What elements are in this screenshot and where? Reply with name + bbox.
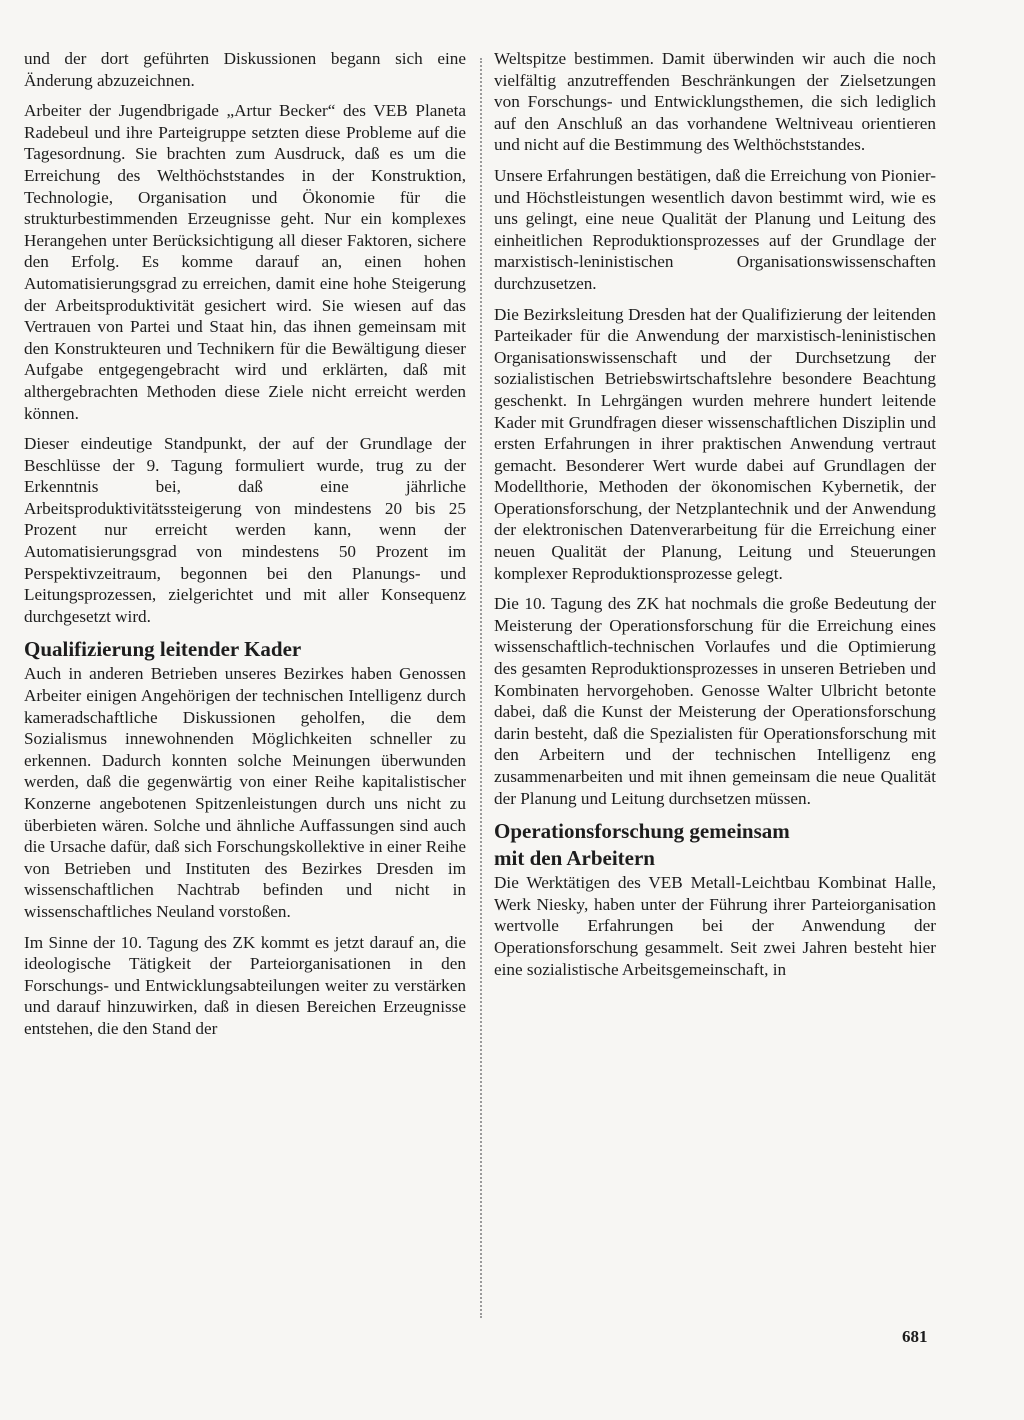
left-column [24, 48, 466, 1049]
left-paragraph-3: Dieser eindeutige Standpunkt, der auf der Grundlage der Beschlüsse der 9. Tagung formuliert wurde, trug zu der Erkenntnis bei, daß eine jährliche Arbeitsproduktivitätssteigerung von mindestens 20 bis 25 Prozent nur erreicht werden kann, wenn der Automatisierungsgrad von mindestens 50 Prozent im Perspektivzeitraum, begonnen bei den Planungs- und Leitungsprozessen, zielgerichtet und mit aller Konsequenz durchgesetzt wird. [24, 434, 466, 626]
right-paragraph-3: Die Bezirksleitung Dresden hat der Qualifizierung der leitenden Parteikader für die Anwendung der marxistisch-leninistischen Organisationswissenschaft und der Durchsetzung der sozialistischen Betriebswirtschaftslehre besondere Beachtung geschenkt. In Lehrgängen wurden mehrere hundert leitende Kader mit Grundfragen dieser wissenschaftlichen Disziplin und ersten Erfahrungen in ihrer praktischen Anwendung vertraut gemacht. Besonderer Wert wurde dabei auf Grundlagen der Modellthorie, Methoden der ökonomischen Kybernetik, der Operationsforschung, der Netzplantechnik und der Anwendung der elektronischen Datenverarbeitung für die Erreichung einer neuen Qualität der Planung, Leitung und Steuerungen komplexer Reproduktionsprozesse gelegt. [494, 304, 936, 583]
section-heading-operationsforschung [494, 818, 936, 872]
column-divider [480, 58, 482, 1318]
left-paragraph-1: und der dort geführten Diskussionen begann sich eine Änderung abzuzeichnen. [24, 49, 466, 90]
right-paragraph-1: Weltspitze bestimmen. Damit überwinden wir auch die noch vielfältig anzutreffenden Beschränkungen der Zielsetzungen von Forschungs- und Entwicklungsthemen, die sich lediglich auf den Anschluß an das vorhandene Weltniveau orientieren und nicht auf die Bestimmung des Welthöchststandes. [494, 49, 936, 155]
left-paragraph-4: Auch in anderen Betrieben unseres Bezirkes haben Genossen Arbeiter einigen Angehörigen der technischen Intelligenz durch kameradschaftliche Diskussionen geholfen, die dem Sozialismus innewohnenden Möglichkeiten schneller zu erkennen. Dadurch konnten solche Meinungen überwunden werden, daß die gegenwärtig von einer Reihe kapitalistischer Konzerne angebotenen Spitzenleistungen durch uns nicht zu überbieten wären. Solche und ähnliche Auffassungen sind auch die Ursache dafür, daß sich Forschungskollektive in einer Reihe von Betrieben und Instituten des Bezirkes Dresden im wissenschaftlichen Nachtrab befinden und nicht in wissenschaftliches Neuland vorstoßen. [24, 664, 466, 921]
right-paragraph-5: Die Werktätigen des VEB Metall-Leichtbau Kombinat Halle, Werk Niesky, haben unter der Führung ihrer Parteiorganisation wertvolle Erfahrungen bei der Anwendung der Operationsforschung gesammelt. Seit zwei Jahren besteht hier eine sozialistische Arbeitsgemeinschaft, in [494, 873, 936, 979]
right-paragraph-4: Die 10. Tagung des ZK hat nochmals die große Bedeutung der Meisterung der Operationsforschung für die Erreichung eines wissenschaftlich-technischen Vorlaufes und die Optimierung des gesamten Reproduktionsprozesses in unseren Betrieben und Kombinaten hervorgehoben. Genosse Walter Ulbricht betonte dabei, daß die Kunst der Meisterung der Operationsforschung darin besteht, daß die Spezialisten für Operationsforschung mit den Arbeitern und der technischen Intelligenz eng zusammenarbeiten und mit ihnen gemeinsam die neue Qualität der Planung und Leitung durchsetzen müssen. [494, 594, 936, 808]
heading-line-2: mit den Arbeitern [494, 846, 655, 871]
section-heading-qualifizierung: Qualifizierung leitender Kader [24, 637, 302, 662]
right-column [494, 48, 936, 989]
heading-line-1: Operationsforschung gemeinsam [494, 819, 790, 844]
right-paragraph-2: Unsere Erfahrungen bestätigen, daß die Erreichung von Pionier- und Höchstleistungen wesentlich davon bestimmt wird, wie es uns gelingt, eine neue Qualität der Planung und Leitung des einheitlichen Reproduktionsprozesses auf der Grundlage der marxistisch-leninistischen Organisationswissenschaften durchzusetzen. [494, 165, 936, 293]
left-paragraph-2: Arbeiter der Jugendbrigade „Artur Becker“ des VEB Planeta Radebeul und ihre Parteigruppe setzten diese Probleme auf die Tagesordnung. Sie brachten zum Ausdruck, daß es um die Erreichung des Welthöchststandes in der Konstruktion, Technologie, Organisation und Ökonomie für die strukturbestimmenden Erzeugnisse geht. Nur ein komplexes Herangehen unter Berücksichtigung all dieser Faktoren, sichere den Erfolg. Es komme darauf an, einen hohen Automatisierungsgrad zu erreichen, damit eine hohe Steigerung der Arbeitsproduktivität gesichert wird. Sie wiesen auf das Vertrauen von Partei und Staat hin, das ihnen gemeinsam mit den Konstrukteuren und Technikern für die Bewältigung dieser Aufgabe entgegengebracht wird und erklärten, daß mit althergebrachten Methoden diese Ziele nicht erreicht werden können. [24, 101, 466, 423]
left-paragraph-5: Im Sinne der 10. Tagung des ZK kommt es jetzt darauf an, die ideologische Tätigkeit der Parteiorganisationen in den Forschungs- und Entwicklungsabteilungen weiter zu verstärken und darauf hinzuwirken, daß in diesen Bereichen Erzeugnisse entstehen, die den Stand der [24, 932, 466, 1038]
page-number: 681 [902, 1327, 928, 1346]
